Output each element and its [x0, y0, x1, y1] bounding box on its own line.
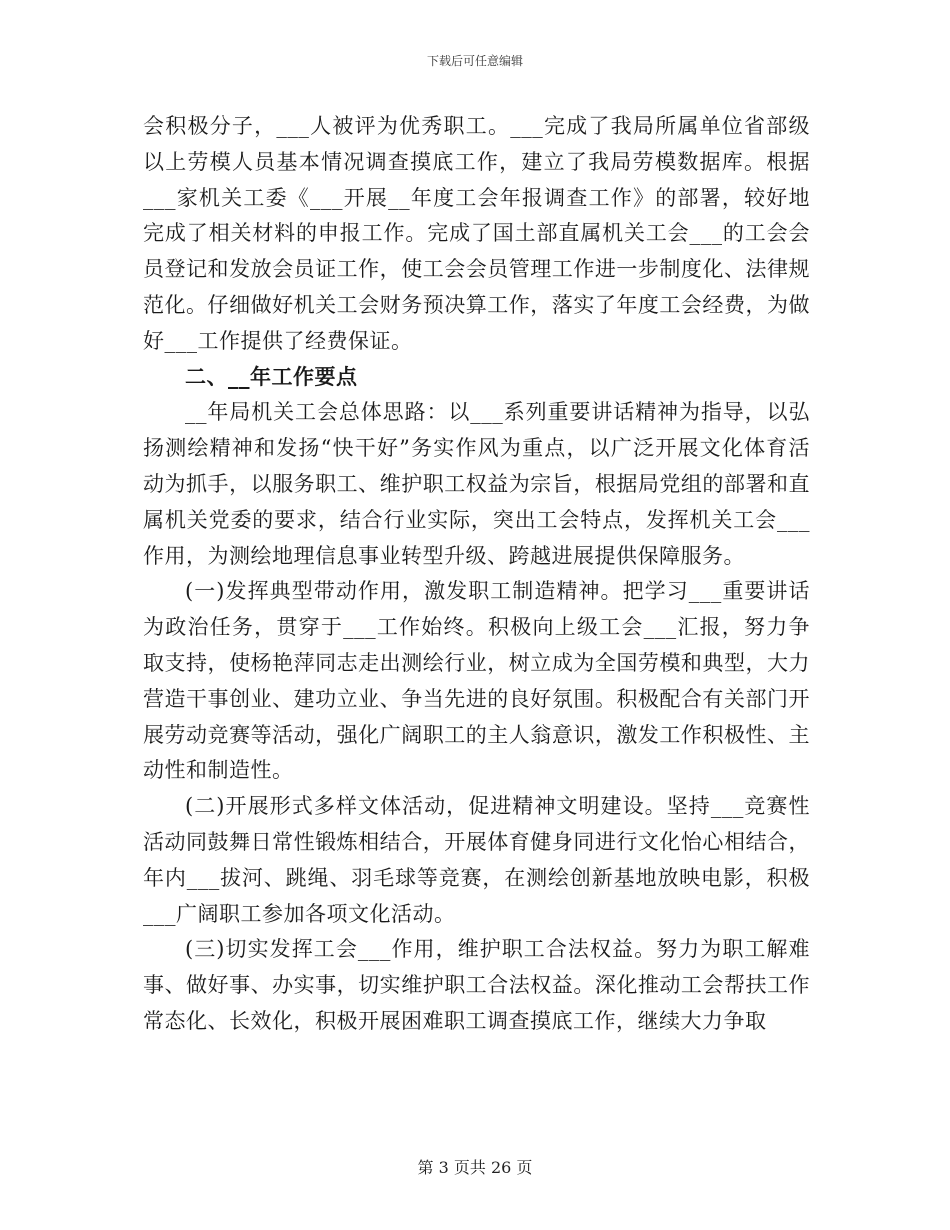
paragraph-overall-approach: __年局机关工会总体思路：以___系列重要讲话精神为指导，以弘扬测绘精神和发扬“快干好”务实作风为重点，以广泛开展文化体育活动为抓手，以服务职工、维护职工权益为宗旨，根据局党组的部署和直属机关党委的要求，结合行业实际，突出工会特点，发挥机关工会___作用，为测绘地理信息事业转型升级、跨越进展提供保障服务。: [143, 400, 810, 568]
paragraph-continued: 会积极分子，___人被评为优秀职工。___完成了我局所属单位省部级以上劳模人员基本情况调查摸底工作，建立了我局劳模数据库。根据___家机关工委《___开展__年度工会年报调查工作》的部署，较好地完成了相关材料的申报工作。完成了国土部直属机关工会___的工会会员登记和发放会员证工作，使工会会员管理工作进一步制度化、法律规范化。仔细做好机关工会财务预决算工作，落实了年度工会经费，为做好___工作提供了经费保证。: [143, 114, 810, 353]
document-body: [143, 109, 810, 1040]
page-number-footer: 第 3 页共 26 页: [417, 1158, 533, 1177]
paragraph-item-1: (一)发挥典型带动作用，激发职工制造精神。把学习___重要讲话为政治任务，贯穿于___工作始终。积极向上级工会___汇报，努力争取支持，使杨艳萍同志走出测绘行业，树立成为全国劳模和典型，大力营造干事创业、建功立业、争当先进的良好氛围。积极配合有关部门开展劳动竞赛等活动，强化广阔职工的主人翁意识，激发工作积极性、主动性和制造性。: [143, 579, 810, 783]
paragraph-item-2: (二)开展形式多样文体活动，促进精神文明建设。坚持___竞赛性活动同鼓舞日常性锻炼相结合，开展体育健身同进行文化怡心相结合，年内___拔河、跳绳、羽毛球等竞赛，在测绘创新基地放映电影，积极___广阔职工参加各项文化活动。: [143, 794, 810, 926]
page-header-note: 下载后可任意编辑: [426, 54, 523, 68]
section-heading: 二、__年工作要点: [185, 364, 358, 389]
paragraph-item-3: (三)切实发挥工会___作用，维护职工合法权益。努力为职工解难事、做好事、办实事，切实维护职工合法权益。深化推动工会帮扶工作常态化、长效化，积极开展困难职工调查摸底工作，继续大力争取: [143, 937, 810, 1033]
